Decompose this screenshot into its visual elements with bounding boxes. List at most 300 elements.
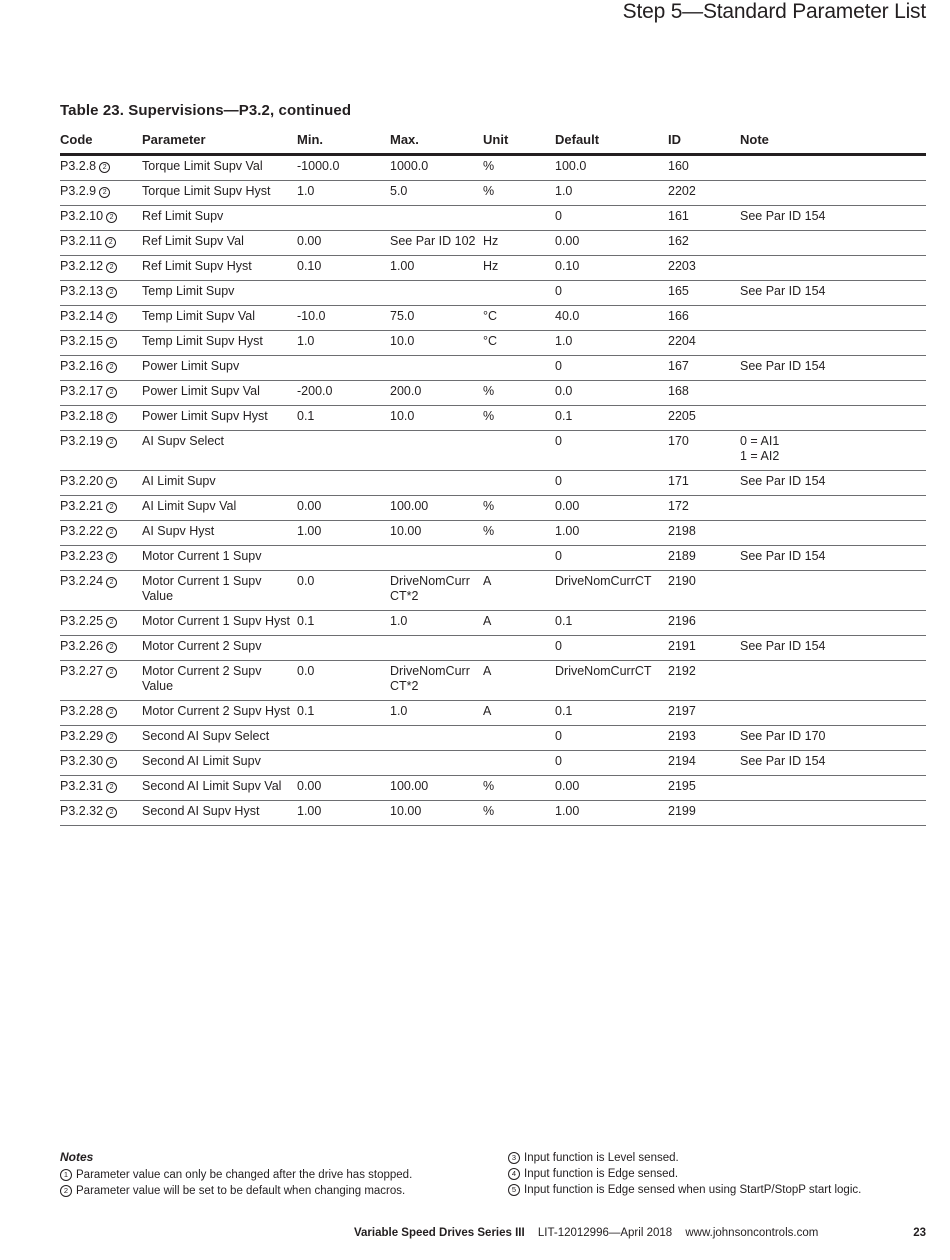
cell-id — [668, 206, 740, 231]
cell-unit-text: A — [483, 614, 492, 628]
cell-unit — [483, 571, 555, 611]
footnote-marker: 2 — [99, 187, 110, 198]
cell-note-text: See Par ID 154 — [740, 209, 826, 223]
cell-code-text: P3.2.8 — [60, 159, 97, 173]
cell-note-text: See Par ID 154 — [740, 639, 826, 653]
cell-max — [390, 431, 483, 471]
footnote-marker: 2 — [106, 412, 117, 423]
cell-parameter-text: AI Limit Supv — [142, 474, 216, 488]
cell-max — [390, 571, 483, 611]
cell-max — [390, 155, 483, 181]
table-row — [60, 431, 926, 471]
cell-code-text: P3.2.16 — [60, 359, 104, 373]
cell-min — [297, 726, 390, 751]
cell-parameter — [142, 636, 297, 661]
cell-max — [390, 776, 483, 801]
footnote-marker: 2 — [106, 387, 117, 398]
cell-default-text: 0 — [555, 284, 562, 298]
cell-id-text: 2202 — [668, 184, 696, 198]
cell-code — [60, 431, 142, 471]
cell-parameter-text: Ref Limit Supv Hyst — [142, 259, 252, 273]
cell-id — [668, 636, 740, 661]
cell-parameter — [142, 181, 297, 206]
cell-min-text: 0.00 — [297, 779, 322, 793]
cell-default — [555, 356, 668, 381]
cell-min-text: 0.0 — [297, 664, 315, 678]
cell-unit-text: % — [483, 384, 495, 398]
cell-parameter-text: Power Limit Supv Hyst — [142, 409, 268, 423]
cell-max-text: DriveNomCurr CT*2 — [390, 574, 470, 603]
table-row — [60, 256, 926, 281]
column-header-id: ID — [668, 128, 740, 155]
footnote-marker: 2 — [106, 477, 117, 488]
cell-min-text: 0.10 — [297, 259, 322, 273]
cell-id — [668, 356, 740, 381]
cell-parameter — [142, 801, 297, 826]
cell-code — [60, 155, 142, 181]
table-row — [60, 751, 926, 776]
cell-code — [60, 611, 142, 636]
cell-code — [60, 406, 142, 431]
cell-code-text: P3.2.17 — [60, 384, 104, 398]
cell-default — [555, 331, 668, 356]
cell-default — [555, 406, 668, 431]
cell-id — [668, 231, 740, 256]
cell-parameter — [142, 546, 297, 571]
footnote-marker: 2 — [106, 262, 117, 273]
cell-unit-text: °C — [483, 334, 498, 348]
cell-unit — [483, 256, 555, 281]
cell-min — [297, 546, 390, 571]
table-row — [60, 636, 926, 661]
cell-default — [555, 661, 668, 701]
cell-code-text: P3.2.32 — [60, 804, 104, 818]
cell-max — [390, 206, 483, 231]
cell-code-text: P3.2.26 — [60, 639, 104, 653]
cell-note-text: See Par ID 154 — [740, 474, 826, 488]
cell-note — [740, 206, 926, 231]
note-number-badge: 5 — [508, 1184, 520, 1196]
cell-unit-text: A — [483, 704, 492, 718]
cell-default-text: 0.00 — [555, 499, 580, 513]
cell-max — [390, 726, 483, 751]
cell-default-text: 0.00 — [555, 234, 580, 248]
column-header-unit: Unit — [483, 128, 555, 155]
cell-min — [297, 751, 390, 776]
cell-min — [297, 571, 390, 611]
table-row — [60, 381, 926, 406]
cell-min — [297, 431, 390, 471]
table-header-row — [60, 128, 926, 155]
cell-id — [668, 431, 740, 471]
cell-min-text: 1.0 — [297, 334, 315, 348]
cell-code-text: P3.2.13 — [60, 284, 104, 298]
notes-left — [60, 1150, 500, 1199]
table-row — [60, 726, 926, 751]
cell-max — [390, 256, 483, 281]
footnote-marker: 2 — [106, 732, 117, 743]
cell-unit — [483, 611, 555, 636]
cell-code-text: P3.2.22 — [60, 524, 104, 538]
cell-code-text: P3.2.18 — [60, 409, 104, 423]
cell-id-text: 172 — [668, 499, 689, 513]
cell-default-text: 0.1 — [555, 614, 573, 628]
cell-max-text: 1.0 — [390, 704, 408, 718]
cell-min — [297, 521, 390, 546]
cell-code — [60, 356, 142, 381]
cell-code-text: P3.2.14 — [60, 309, 104, 323]
footnote-marker: 2 — [106, 552, 117, 563]
cell-code-text: P3.2.24 — [60, 574, 104, 588]
cell-note — [740, 406, 926, 431]
table-row — [60, 356, 926, 381]
cell-note-text: See Par ID 154 — [740, 284, 826, 298]
cell-id — [668, 776, 740, 801]
footer-series: Variable Speed Drives Series III — [354, 1227, 525, 1239]
cell-parameter — [142, 381, 297, 406]
cell-unit-text: A — [483, 664, 492, 678]
note-item — [508, 1150, 928, 1166]
cell-default-text: 0 — [555, 639, 562, 653]
cell-parameter-text: Temp Limit Supv Hyst — [142, 334, 263, 348]
cell-id — [668, 546, 740, 571]
cell-default — [555, 701, 668, 726]
cell-default — [555, 636, 668, 661]
cell-note — [740, 571, 926, 611]
cell-id-text: 2204 — [668, 334, 696, 348]
cell-min-text: 0.00 — [297, 499, 322, 513]
cell-max — [390, 801, 483, 826]
footnote-marker: 2 — [106, 667, 117, 678]
cell-id — [668, 701, 740, 726]
cell-code-text: P3.2.30 — [60, 754, 104, 768]
cell-max-text: DriveNomCurr CT*2 — [390, 664, 470, 693]
cell-id — [668, 281, 740, 306]
cell-note — [740, 546, 926, 571]
cell-note — [740, 281, 926, 306]
cell-min-text: 1.00 — [297, 804, 322, 818]
footnote-marker: 2 — [106, 312, 117, 323]
cell-code-text: P3.2.12 — [60, 259, 104, 273]
cell-note — [740, 431, 926, 471]
cell-unit-text: % — [483, 159, 495, 173]
cell-id-text: 2199 — [668, 804, 696, 818]
cell-note-text: See Par ID 154 — [740, 359, 826, 373]
cell-unit — [483, 801, 555, 826]
cell-default-text: 40.0 — [555, 309, 580, 323]
cell-id-text: 168 — [668, 384, 689, 398]
cell-code — [60, 281, 142, 306]
cell-note — [740, 356, 926, 381]
note-item — [508, 1182, 928, 1198]
cell-max — [390, 306, 483, 331]
cell-unit — [483, 726, 555, 751]
cell-id-text: 2193 — [668, 729, 696, 743]
cell-id — [668, 611, 740, 636]
cell-id-text: 2195 — [668, 779, 696, 793]
cell-min-text: -10.0 — [297, 309, 326, 323]
cell-id-text: 2191 — [668, 639, 696, 653]
cell-max-text: 75.0 — [390, 309, 415, 323]
cell-default — [555, 306, 668, 331]
column-header-default: Default — [555, 128, 668, 155]
cell-max-text: 10.00 — [390, 804, 422, 818]
cell-unit — [483, 751, 555, 776]
cell-min-text: 0.0 — [297, 574, 315, 588]
cell-parameter-text: Motor Current 1 Supv Hyst — [142, 614, 290, 628]
cell-min — [297, 256, 390, 281]
cell-id — [668, 496, 740, 521]
cell-parameter — [142, 231, 297, 256]
cell-unit — [483, 521, 555, 546]
note-item — [60, 1167, 500, 1183]
column-header-parameter: Parameter — [142, 128, 297, 155]
cell-parameter-text: Temp Limit Supv — [142, 284, 235, 298]
cell-unit-text: % — [483, 524, 495, 538]
cell-id-text: 166 — [668, 309, 689, 323]
cell-id — [668, 406, 740, 431]
cell-min-text: -1000.0 — [297, 159, 340, 173]
cell-unit-text: °C — [483, 309, 498, 323]
footnote-marker: 2 — [106, 287, 117, 298]
cell-id-text: 170 — [668, 434, 689, 448]
cell-parameter-text: Power Limit Supv Val — [142, 384, 260, 398]
cell-default-text: 100.0 — [555, 159, 587, 173]
cell-code — [60, 661, 142, 701]
cell-unit — [483, 546, 555, 571]
table-row — [60, 471, 926, 496]
cell-min-text: 0.1 — [297, 409, 315, 423]
cell-id — [668, 726, 740, 751]
cell-default — [555, 206, 668, 231]
cell-code — [60, 381, 142, 406]
cell-default — [555, 496, 668, 521]
cell-unit — [483, 331, 555, 356]
cell-parameter-text: Second AI Limit Supv — [142, 754, 261, 768]
column-header-code: Code — [60, 128, 142, 155]
table-row — [60, 206, 926, 231]
cell-code — [60, 521, 142, 546]
page-footer — [354, 1227, 828, 1239]
cell-parameter-text: Ref Limit Supv — [142, 209, 224, 223]
cell-default-text: 1.00 — [555, 804, 580, 818]
cell-min — [297, 206, 390, 231]
cell-default-text: 0 — [555, 359, 562, 373]
cell-min — [297, 381, 390, 406]
cell-id — [668, 381, 740, 406]
cell-parameter-text: Motor Current 2 Supv Value — [142, 664, 262, 693]
cell-parameter — [142, 306, 297, 331]
cell-min — [297, 155, 390, 181]
cell-unit-text: Hz — [483, 234, 499, 248]
cell-parameter — [142, 281, 297, 306]
cell-parameter — [142, 155, 297, 181]
cell-id-text: 161 — [668, 209, 689, 223]
note-number-badge: 1 — [60, 1169, 72, 1181]
cell-parameter-text: Ref Limit Supv Val — [142, 234, 244, 248]
cell-default — [555, 611, 668, 636]
cell-max — [390, 406, 483, 431]
note-item — [508, 1166, 928, 1182]
cell-note — [740, 306, 926, 331]
cell-max — [390, 381, 483, 406]
table-row — [60, 661, 926, 701]
cell-max-text: See Par ID 102 — [390, 234, 476, 248]
cell-parameter-text: Temp Limit Supv Val — [142, 309, 256, 323]
cell-max-text: 100.00 — [390, 779, 429, 793]
footer-document-number: LIT-12012996—April 2018 — [537, 1227, 673, 1239]
cell-code-text: P3.2.28 — [60, 704, 104, 718]
cell-max — [390, 661, 483, 701]
cell-note — [740, 381, 926, 406]
footnote-marker: 2 — [106, 807, 117, 818]
table-row — [60, 406, 926, 431]
cell-unit-text: % — [483, 499, 495, 513]
cell-id — [668, 751, 740, 776]
footer-url: www.johnsoncontrols.com — [685, 1227, 819, 1239]
cell-min — [297, 776, 390, 801]
cell-note-text: See Par ID 154 — [740, 754, 826, 768]
table-row — [60, 181, 926, 206]
cell-id-text: 2197 — [668, 704, 696, 718]
note-text: Input function is Edge sensed when using StartP/StopP start logic. — [524, 1184, 862, 1196]
cell-note — [740, 471, 926, 496]
cell-parameter-text: Power Limit Supv — [142, 359, 240, 373]
page-number: 23 — [913, 1227, 926, 1239]
cell-id-text: 2190 — [668, 574, 696, 588]
page-header-title: Step 5—Standard Parameter List — [622, 0, 926, 23]
table-row — [60, 155, 926, 181]
cell-default-text: DriveNomCurrCT — [555, 574, 652, 588]
cell-min — [297, 281, 390, 306]
cell-default — [555, 471, 668, 496]
cell-max — [390, 331, 483, 356]
cell-note — [740, 701, 926, 726]
table-row — [60, 306, 926, 331]
footnote-marker: 2 — [106, 527, 117, 538]
cell-max-text: 100.00 — [390, 499, 429, 513]
column-header-max: Max. — [390, 128, 483, 155]
cell-code-text: P3.2.23 — [60, 549, 104, 563]
cell-max — [390, 521, 483, 546]
footnote-marker: 2 — [106, 642, 117, 653]
cell-parameter — [142, 521, 297, 546]
column-header-min: Min. — [297, 128, 390, 155]
cell-max-text: 10.0 — [390, 409, 415, 423]
cell-note — [740, 726, 926, 751]
cell-code-text: P3.2.15 — [60, 334, 104, 348]
cell-min — [297, 406, 390, 431]
table-row — [60, 281, 926, 306]
cell-min-text: 1.00 — [297, 524, 322, 538]
cell-default-text: 0 — [555, 549, 562, 563]
cell-id-text: 2205 — [668, 409, 696, 423]
cell-code — [60, 231, 142, 256]
cell-max — [390, 231, 483, 256]
cell-parameter — [142, 331, 297, 356]
cell-unit-text: % — [483, 804, 495, 818]
footnote-marker: 2 — [106, 617, 117, 628]
cell-unit — [483, 471, 555, 496]
cell-min-text: -200.0 — [297, 384, 333, 398]
cell-default-text: 1.00 — [555, 524, 580, 538]
cell-min-text: 1.0 — [297, 184, 315, 198]
cell-code — [60, 331, 142, 356]
cell-code-text: P3.2.31 — [60, 779, 104, 793]
cell-max — [390, 701, 483, 726]
cell-unit — [483, 381, 555, 406]
cell-parameter — [142, 471, 297, 496]
cell-min — [297, 181, 390, 206]
note-number-badge: 3 — [508, 1152, 520, 1164]
cell-parameter-text: Second AI Supv Select — [142, 729, 270, 743]
cell-code — [60, 471, 142, 496]
cell-default-text: 0 — [555, 754, 562, 768]
cell-default-text: 0 — [555, 209, 562, 223]
cell-unit-text: % — [483, 409, 495, 423]
cell-note — [740, 636, 926, 661]
cell-default-text: 0.0 — [555, 384, 573, 398]
cell-max — [390, 471, 483, 496]
note-number-badge: 2 — [60, 1185, 72, 1197]
table-row — [60, 546, 926, 571]
cell-min — [297, 231, 390, 256]
table-row — [60, 801, 926, 826]
cell-default-text: 1.0 — [555, 184, 573, 198]
note-text: Parameter value can only be changed after the drive has stopped. — [76, 1169, 413, 1181]
table-row — [60, 776, 926, 801]
table-body — [60, 155, 926, 826]
cell-parameter — [142, 661, 297, 701]
footnote-marker: 2 — [106, 437, 117, 448]
cell-parameter — [142, 776, 297, 801]
cell-note — [740, 751, 926, 776]
cell-id-text: 2192 — [668, 664, 696, 678]
cell-parameter-text: Motor Current 1 Supv Value — [142, 574, 262, 603]
cell-min — [297, 306, 390, 331]
cell-note-text: 0 = AI1 1 = AI2 — [740, 434, 780, 463]
cell-id — [668, 306, 740, 331]
cell-note — [740, 661, 926, 701]
cell-min — [297, 701, 390, 726]
cell-note-text: See Par ID 170 — [740, 729, 826, 743]
cell-note — [740, 776, 926, 801]
table-row — [60, 496, 926, 521]
cell-code — [60, 496, 142, 521]
cell-parameter — [142, 496, 297, 521]
table-row — [60, 701, 926, 726]
cell-id-text: 2189 — [668, 549, 696, 563]
cell-default — [555, 181, 668, 206]
cell-code — [60, 636, 142, 661]
cell-code — [60, 776, 142, 801]
cell-id-text: 167 — [668, 359, 689, 373]
cell-id — [668, 801, 740, 826]
cell-max-text: 10.00 — [390, 524, 422, 538]
table-row — [60, 231, 926, 256]
cell-parameter-text: AI Limit Supv Val — [142, 499, 237, 513]
cell-code — [60, 256, 142, 281]
cell-min — [297, 471, 390, 496]
cell-parameter-text: Torque Limit Supv Val — [142, 159, 263, 173]
cell-id — [668, 661, 740, 701]
cell-min — [297, 801, 390, 826]
cell-parameter-text: Motor Current 2 Supv — [142, 639, 262, 653]
cell-code — [60, 206, 142, 231]
table-row — [60, 331, 926, 356]
cell-unit — [483, 231, 555, 256]
cell-max-text: 5.0 — [390, 184, 408, 198]
